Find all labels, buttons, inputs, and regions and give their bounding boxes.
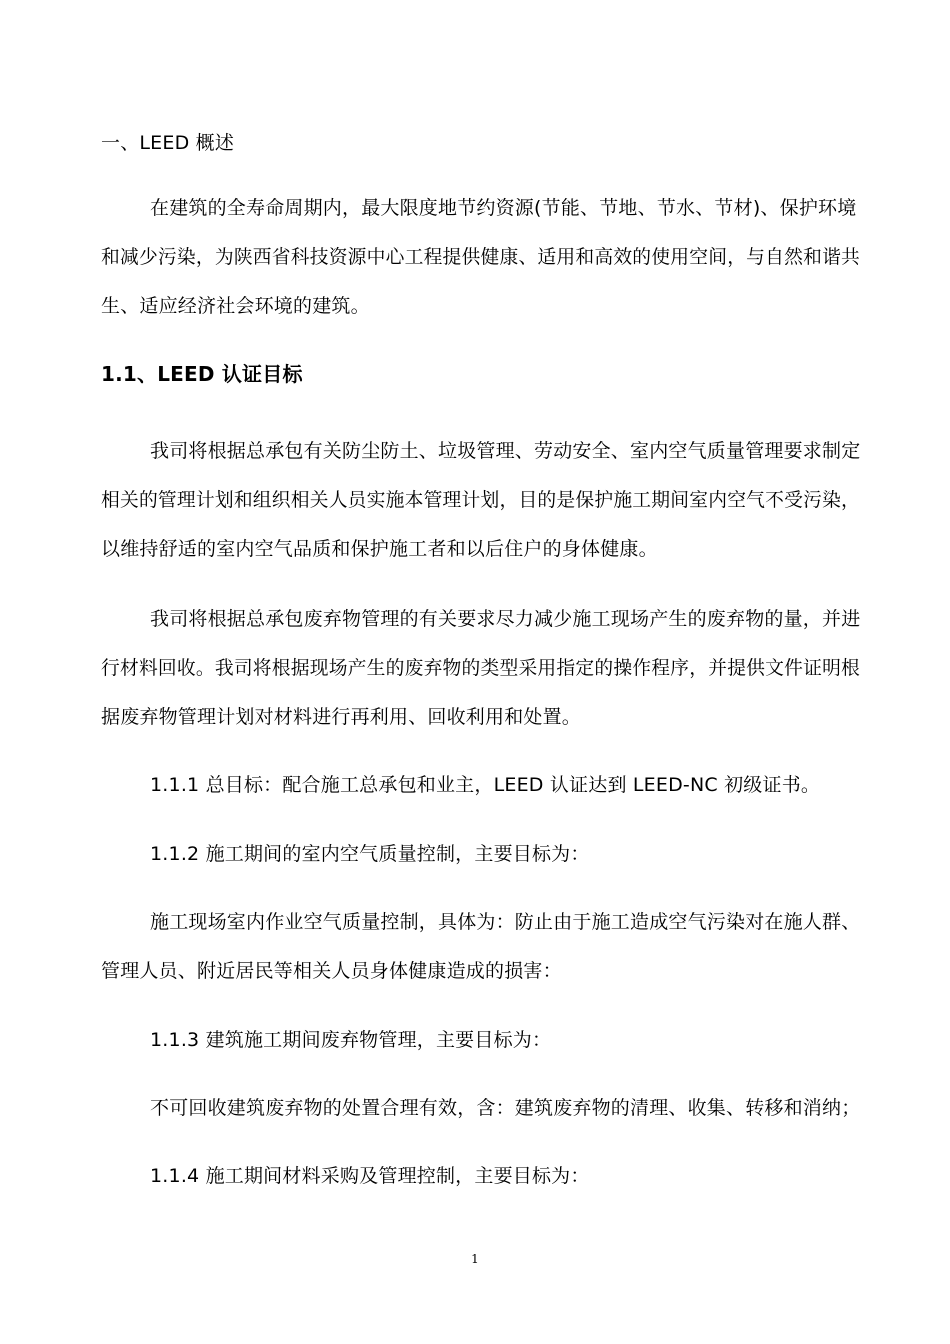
para1-line-1: 我司将根据总承包有关防尘防土、垃圾管理、劳动安全、室内空气质量管理要求制定 [150, 440, 861, 462]
para2-line-2: 行材料回收。我司将根据现场产生的废弃物的类型采用指定的操作程序，并提供文件证明根 [101, 657, 861, 679]
para4: 不可回收建筑废弃物的处置合理有效，含：建筑废弃物的清理、收集、转移和消纳； [150, 1097, 861, 1119]
item-1-1-4: 1.1.4 施工期间材料采购及管理控制，主要目标为： [150, 1165, 590, 1187]
section-title: 一、LEED 概述 [101, 132, 235, 154]
item-1-1-1: 1.1.1 总目标：配合施工总承包和业主，LEED 认证达到 LEED-NC 初级证书。 [150, 774, 821, 796]
para3-line-2: 管理人员、附近居民等相关人员身体健康造成的损害： [101, 960, 562, 982]
intro-line-2: 和减少污染，为陕西省科技资源中心工程提供健康、适用和高效的使用空间，与自然和谐共 [101, 246, 861, 268]
para3-line-1: 施工现场室内作业空气质量控制，具体为：防止由于施工造成空气污染对在施人群、 [150, 911, 861, 933]
para1-line-3: 以维持舒适的室内空气品质和保护施工者和以后住户的身体健康。 [101, 538, 658, 560]
item-1-1-3: 1.1.3 建筑施工期间废弃物管理，主要目标为： [150, 1029, 552, 1051]
para2-line-3: 据废弃物管理计划对材料进行再利用、回收利用和处置。 [101, 706, 582, 728]
para1-line-2: 相关的管理计划和组织相关人员实施本管理计划，目的是保护施工期间室内空气不受污染， [101, 489, 861, 511]
intro-line-1: 在建筑的全寿命周期内，最大限度地节约资源(节能、节地、节水、节材)、保护环境 [150, 197, 857, 219]
intro-line-3: 生、适应经济社会环境的建筑。 [101, 295, 370, 317]
subsection-title: 1.1、LEED 认证目标 [101, 362, 303, 386]
para2-line-1: 我司将根据总承包废弃物管理的有关要求尽力减少施工现场产生的废弃物的量，并进 [150, 608, 861, 630]
page-number: 1 [471, 1252, 479, 1266]
item-1-1-2: 1.1.2 施工期间的室内空气质量控制，主要目标为： [150, 843, 590, 865]
